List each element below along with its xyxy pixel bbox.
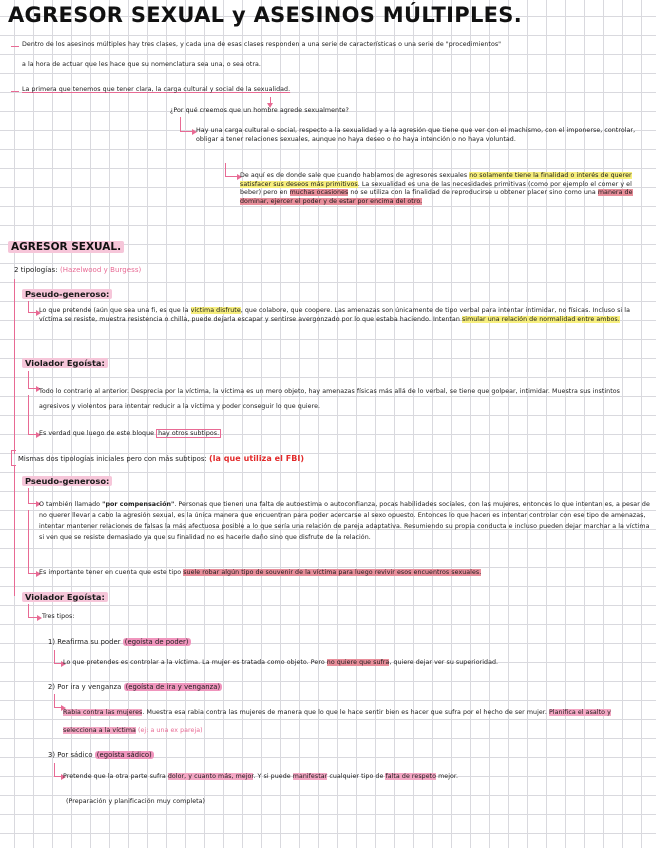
answer-paragraph-2: De aquí es de donde sale que cuando hablamos de agresores sexuales no solamente tiene la finalidad o interés de querer satisfacer sus deseos más primitivos. La sexualidad es una de las necesidades primitivas (como por ejemplo el comer y el beber) pero en muchas ocasiones no se utiliza con la finalidad de reproducirse u obtener placer sino como una manera de dominar, ejercer el poder y de estar por encima del otro. <box>240 172 633 205</box>
section-heading: AGRESOR SEXUAL. <box>8 241 124 253</box>
bullet-dash <box>11 46 19 47</box>
arrow-icon <box>225 163 238 177</box>
intro-line-2: a la hora de actuar que les hace que su nomenclatura sea una, o sea otra. <box>22 61 261 68</box>
arrow-icon <box>28 371 37 389</box>
tipo-3-note: (Preparación y planificación muy completa) <box>66 798 206 805</box>
mismas-tipologias: Mismas dos tipologías iniciales pero con más subtipos: (la que utiliza el FBI) <box>18 454 305 463</box>
tipologias-line: 2 tipologías: (Hazelwood y Burgess) <box>14 266 142 274</box>
pseudo-generoso-heading: Pseudo-generoso: <box>22 289 112 299</box>
arrow-icon <box>28 488 37 504</box>
down-arrow-icon <box>270 97 271 104</box>
answer-paragraph-1: Hay una carga cultural o social, respecto a la sexualidad y a la agresión que tiene que ver con el machismo, con el imponerse, controlar, obligar a tener relaciones sexuales, aunque no haya deseo o no haya intención o no haya voluntad. <box>196 127 636 143</box>
pseudo-generoso-text: Lo que pretende (aún que sea una fi, es que la víctima disfrute, que colabore, que coopere. Las amenazas son únicamente de tipo verbal para intentar intimidar, no físicas. Incluso si la víctima se resiste, muestra resistencia o chilla, puede dejarla escapar y sentirse avergonzado por lo que estaba haciendo. Intentan simular una relación de normalidad entre ambos. <box>39 307 630 323</box>
pseudo-generoso-2-text: O también llamado "por compensación". Personas que tienen una falta de autoestima o autoconfianza, pocas habilidades sociales, con las mujeres, entonces lo que intentan es, a pesar de no querer llevar a cabo la agresión sexual, es la única manera que encuentran para poder acercarse al sexo opuesto. Entonces lo que hacen es intentar controlar con ese tipo de amenazas, intentar mantener relaciones de falsas la más afectuosa posible a lo que sería una relación de pareja adaptativa. Resumiendo su propia conducta e incluso pueden dejar marchar a la víctima si ven que se resiste demasiado ya que su finalidad no es hacerle daño sino que disfrute de la relación. <box>39 501 650 542</box>
question-text: ¿Por qué creemos que un hombre agrede sexualmente? <box>170 107 349 114</box>
tipo-3-label: 3) Por sádico (egoísta sádico) <box>48 751 152 759</box>
pseudo-generoso-2-heading: Pseudo-generoso: <box>22 476 112 486</box>
arrow-icon <box>28 301 37 313</box>
violador-egoista-heading: Violador Egoísta: <box>22 358 108 368</box>
subtipos-note: Es verdad que luego de este bloque hay otros subtipos. <box>39 430 220 437</box>
tipo-3-text: Pretende que la otra parte sufra dolor, y cuanto más, mejor. Y si puede manifestar cualquier tipo de falta de respeto mejor. <box>63 773 459 780</box>
tipo-1-text: Lo que pretendes es controlar a la víctima. La mujer es tratada como objeto. Pero no quiere que sufra, quiere dejar ver su superioridad. <box>63 659 499 666</box>
tipo-2-text: Rabia contra las mujeres. Muestra esa rabia contra las mujeres de manera que lo que le hace sentir bien es hacer que sufra por el hecho de ser mujer. Planifica el asalto y selecciona a la víctima (ej: a una ex pareja) <box>63 709 611 735</box>
souvenir-note: Es importante tener en cuenta que este tipo suele robar algún tipo de souvenir de la víctima para luego revivir esos encuentros sexuales. <box>39 569 482 576</box>
arrow-icon <box>54 763 62 777</box>
intro-line-1: Dentro de los asesinos múltiples hay tres clases, y cada una de esas clases responden a una serie de características o una serie de "procedimientos" <box>22 41 502 48</box>
arrow-icon <box>180 117 193 132</box>
violador-egoista-text: Todo lo contrario al anterior. Desprecia por la víctima, la víctima es un mero objeto, hay amenazas físicas más allá de lo verbal, se tiene que golpear, intimidar. Muestra sus instintos agresivos y violentos para intentar reducir a la víctima y poder conseguir lo que quiere. <box>39 388 620 411</box>
arrow-icon <box>28 510 37 574</box>
tipo-2-label: 2) Por ira y venganza (egoísta de ira y venganza) <box>48 683 221 691</box>
bullet-dash <box>11 91 19 92</box>
tipologias-bracket-line <box>14 279 15 454</box>
tres-tipos: Tres tipos: <box>42 613 75 620</box>
violador-egoista-2-heading: Violador Egoísta: <box>22 592 108 602</box>
bracket-line <box>14 466 15 596</box>
tipo-1-label: 1) Reafirma su poder (egoísta de poder) <box>48 638 189 646</box>
page-title: AGRESOR SEXUAL y ASESINOS MÚLTIPLES. <box>8 3 523 27</box>
bracket <box>11 450 16 466</box>
arrow-icon <box>54 650 62 664</box>
intro-line-3: La primera que tenemos que tener clara, la carga cultural y social de la sexualidad. <box>22 86 291 93</box>
arrow-icon <box>28 395 37 435</box>
arrow-icon <box>54 694 62 708</box>
arrow-icon <box>28 604 38 618</box>
